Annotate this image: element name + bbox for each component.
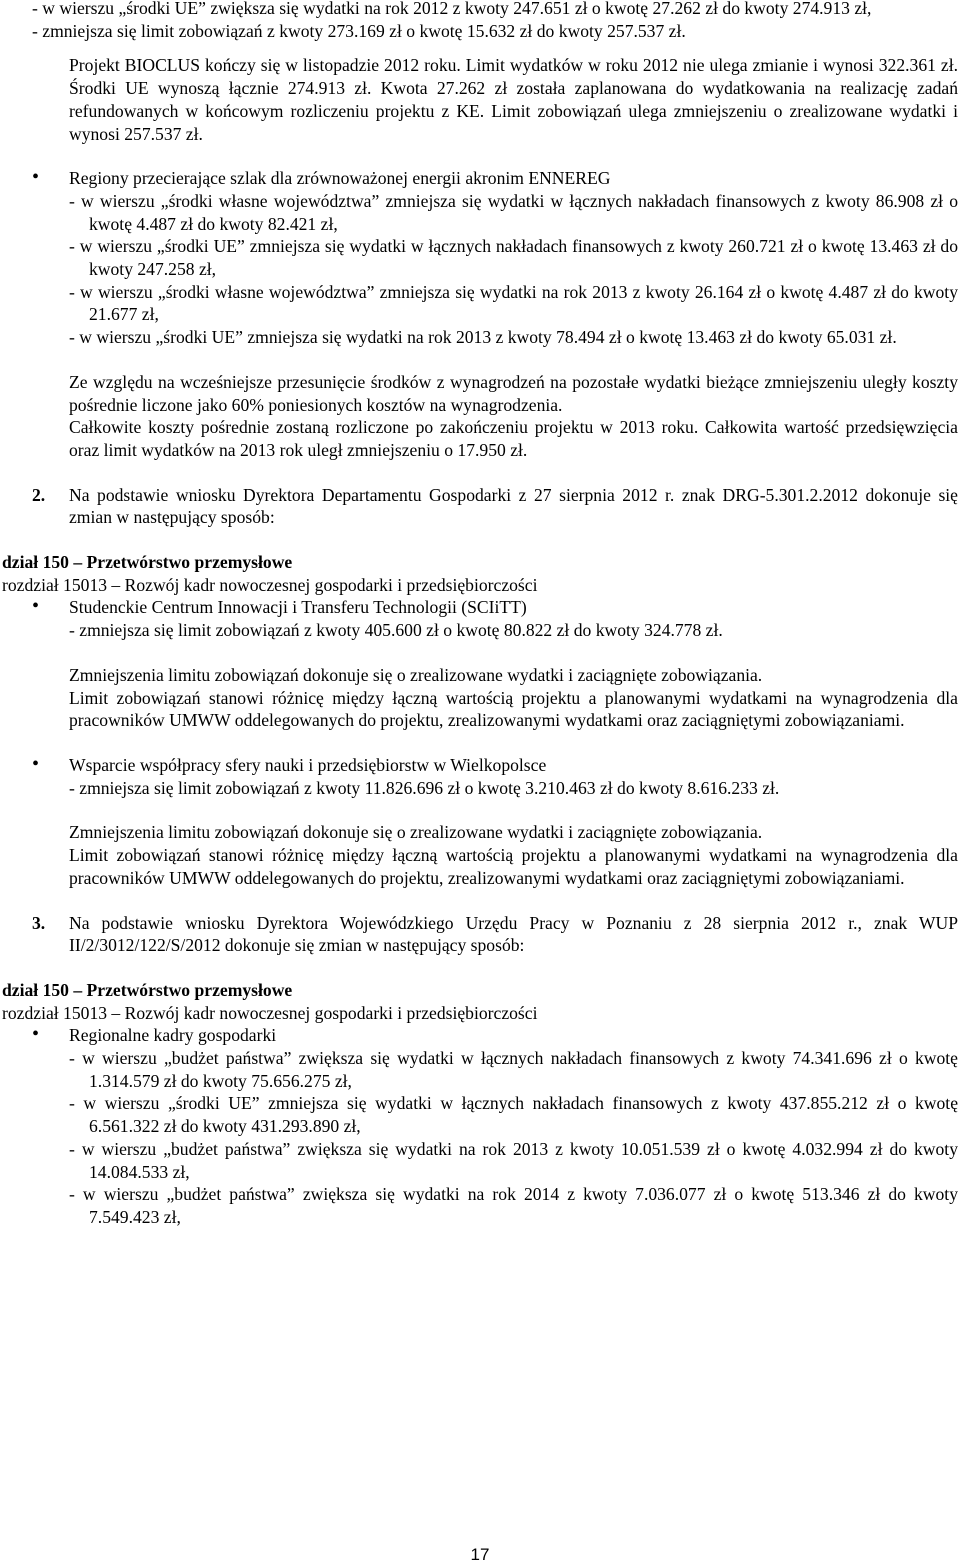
koszty-paragraph-2: Całkowite koszty pośrednie zostaną rozliczone po zakończeniu projektu w 2013 roku. Całkowita wartość przedsięwzięcia oraz limit wydatków na 2013 rok uległ zmniejszeniu o 17.950 zł. — [69, 417, 958, 460]
sciitt-note-2: Limit zobowiązań stanowi różnicę między łączną wartością projektu a planowanymi wydatkami na wynagrodzenia dla pracowników UMWW oddelegowanych do projektu, zrealizowanymi wydatkami oraz zaciągniętymi zobowiązaniami. — [69, 687, 958, 731]
top-line-2: - zmniejsza się limit zobowiązań z kwoty 273.169 zł o kwotę 15.632 zł do kwoty 257.537 zł. — [32, 20, 686, 41]
section-3-dzial: dział 150 – Przetwórstwo przemysłowe — [2, 979, 293, 1000]
bioclus-paragraph: Projekt BIOCLUS kończy się w listopadzie 2012 roku. Limit wydatków w roku 2012 nie ulega zmianie i wynosi 322.361 zł. Środki UE wynoszą łącznie 274.913 zł. Kwota 27.262 zł została zaplanowana do wydatkowania na realizację zadań refundowanych w końcowym rozliczeniu projektu z KE. Limit zobowiązań ulega zmniejszeniu o zrealizowane wydatki i wynosi 257.537 zł. — [69, 55, 958, 144]
section-2-dzial: dział 150 – Przetwórstwo przemysłowe — [2, 552, 293, 573]
wsparcie-note-1: Zmniejszenia limitu zobowiązań dokonuje się o zrealizowane wydatki i zaciągnięte zobowiązania. — [69, 822, 763, 843]
section-2-rozdzial: rozdział 15013 – Rozwój kadr nowoczesnej gospodarki i przedsiębiorczości — [2, 574, 538, 595]
kadry-title: • Regionalne kadry gospodarki — [32, 1024, 958, 1047]
wsparcie-note-2: Limit zobowiązań stanowi różnicę między łączną wartością projektu a planowanymi wydatkami na wynagrodzenia dla pracowników UMWW oddelegowanych do projektu, zrealizowanymi wydatkami oraz zaciągniętymi zobowiązaniami. — [69, 845, 958, 888]
section-3-rozdzial: rozdział 15013 – Rozwój kadr nowoczesnej gospodarki i przedsiębiorczości — [2, 1002, 538, 1023]
top-line-1: - w wierszu „środki UE” zwiększa się wydatki na rok 2012 z kwoty 247.651 zł o kwotę 27.262 zł do kwoty 274.913 zł, — [32, 0, 872, 18]
ennereg-line-2: - w wierszu „środki UE” zmniejsza się wydatki w łącznych nakładach finansowych z kwoty 260.721 zł o kwotę 13.463 zł do kwoty 247.258 zł, — [69, 236, 958, 280]
ennereg-line-1: - w wierszu „środki własne województwa” zmniejsza się wydatki w łącznych nakładach finansowych z kwoty 86.908 zł o kwotę 4.487 zł do kwoty 82.421 zł, — [69, 190, 958, 234]
ennereg-line-4: - w wierszu „środki UE” zmniejsza się wydatki na rok 2013 z kwoty 78.494 zł o kwotę 13.463 zł do kwoty 65.031 zł. — [69, 327, 897, 348]
wsparcie-line: - zmniejsza się limit zobowiązań z kwoty 11.826.696 zł o kwotę 3.210.463 zł do kwoty 8.616.233 zł. — [69, 777, 780, 798]
ennereg-title: • Regiony przecierające szlak dla zrównoważonej energii akronim ENNEREG — [32, 167, 958, 190]
section-3-number: 3. — [32, 912, 46, 933]
sciitt-note-1: Zmniejszenia limitu zobowiązań dokonuje się o zrealizowane wydatki i zaciągnięte zobowiązania. — [69, 664, 763, 685]
kadry-line-1: - w wierszu „budżet państwa” zwiększa się wydatki w łącznych nakładach finansowych z kwoty 74.341.696 zł o kwotę 1.314.579 zł do kwoty 75.656.275 zł, — [69, 1048, 958, 1091]
section-3-intro — [32, 912, 958, 957]
kadry-line-2: - w wierszu „środki UE” zmniejsza się wydatki w łącznych nakładach finansowych z kwoty 437.855.212 zł o kwotę 6.561.322 zł do kwoty 431.293.890 zł, — [69, 1093, 958, 1137]
wsparcie-title: • Wsparcie współpracy sfery nauki i przedsiębiorstw w Wielkopolsce — [32, 754, 958, 777]
section-2-intro — [32, 484, 958, 529]
ennereg-line-3: - w wierszu „środki własne województwa” zmniejsza się wydatki na rok 2013 z kwoty 26.164 zł o kwotę 4.487 zł do kwoty 21.677 zł, — [69, 281, 958, 325]
section-2-text: Na podstawie wniosku Dyrektora Departamentu Gospodarki z 27 sierpnia 2012 r. znak DRG-5.301.2.2012 dokonuje się zmian w następujący sposób: — [69, 484, 958, 528]
section-2-number: 2. — [32, 484, 46, 505]
sciitt-line: - zmniejsza się limit zobowiązań z kwoty 405.600 zł o kwotę 80.822 zł do kwoty 324.778 zł. — [69, 620, 723, 641]
kadry-line-4: - w wierszu „budżet państwa” zwiększa się wydatki na rok 2014 z kwoty 7.036.077 zł o kwotę 513.346 zł do kwoty 7.549.423 zł, — [69, 1184, 958, 1227]
section-3-text: Na podstawie wniosku Dyrektora Wojewódzkiego Urzędu Pracy w Poznaniu z 28 sierpnia 2012 r., znak WUP II/2/3012/122/S/2012 dokonuje się zmian w następujący sposób: — [69, 912, 958, 956]
koszty-paragraph-1: Ze względu na wcześniejsze przesunięcie środków z wynagrodzeń na pozostałe wydatki bieżące zmniejszeniu uległy koszty pośrednie liczone jako 60% poniesionych kosztów na wynagrodzenia. — [69, 371, 958, 415]
page-number: 17 — [470, 1545, 490, 1564]
document-body — [2, 0, 958, 1229]
kadry-line-3: - w wierszu „budżet państwa” zwiększa się wydatki na rok 2013 z kwoty 10.051.539 zł o kwotę 4.032.994 zł do kwoty 14.084.533 zł, — [69, 1138, 958, 1182]
sciitt-title: • Studenckie Centrum Innowacji i Transferu Technologii (SCIiTT) — [32, 596, 958, 619]
